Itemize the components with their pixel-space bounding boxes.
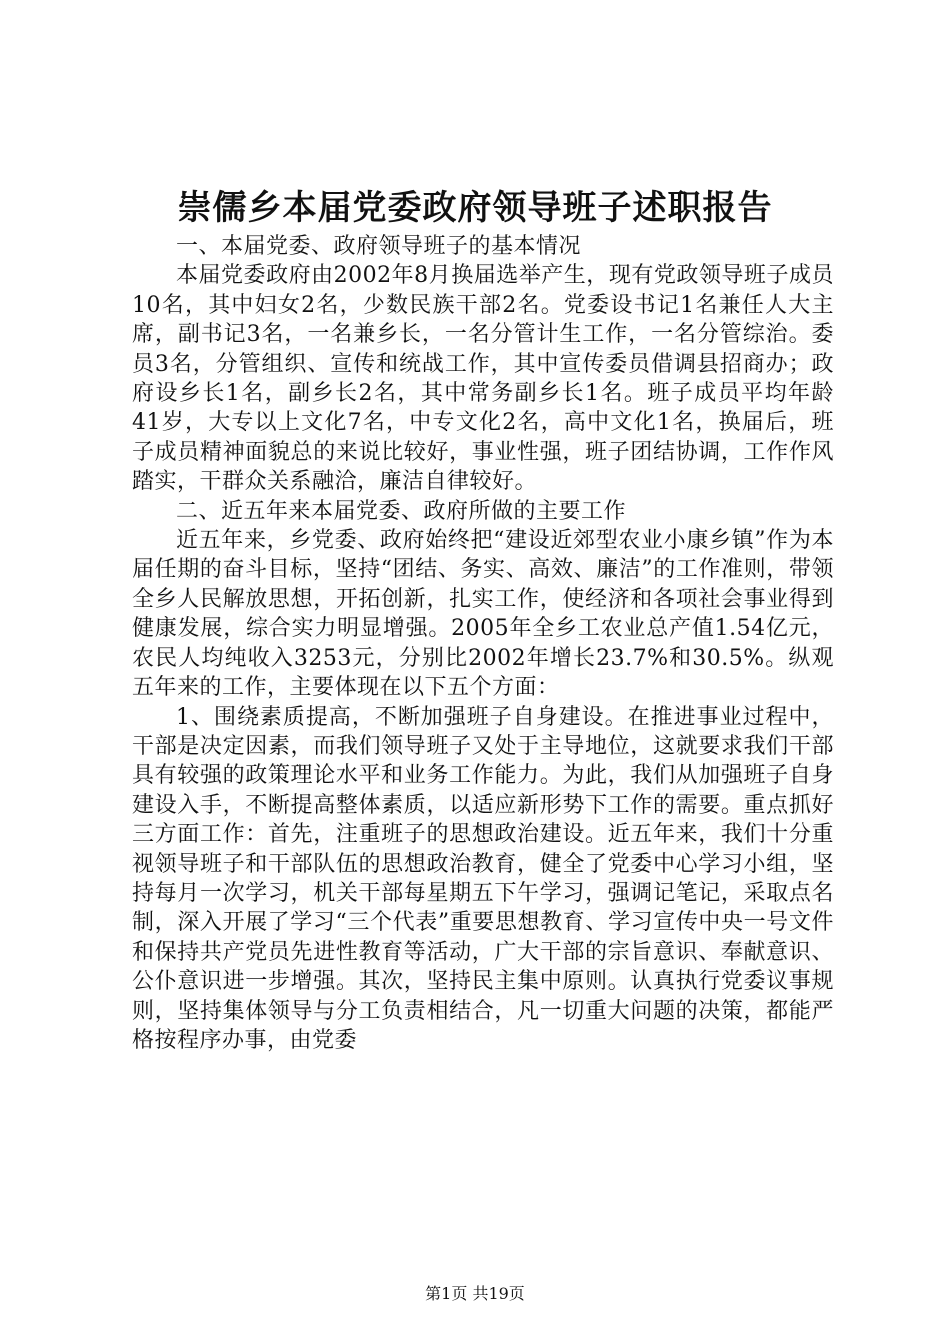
paragraph-basic-info: 本届党委政府由2002年8月换届选举产生，现有党政领导班子成员10名，其中妇女2名，少数民族干部2名。党委设书记1名兼任人大主席，副书记3名，一名兼乡长，一名分管计生工作，一名分管综治。委员3名，分管组织、宣传和统战工作，其中宣传委员借调县招商办；政府设乡长1名，副乡长2名，其中常务副乡长1名。班子成员平均年龄41岁，大专以上文化7名，中专文化2名，高中文化1名，换届后，班子成员精神面貌总的来说比较好，事业性强，班子团结协调，工作作风踏实，干群众关系融洽，廉洁自律较好。 (132, 263, 834, 495)
document-body (132, 232, 834, 1055)
document-title: 崇儒乡本届党委政府领导班子述职报告 (177, 188, 773, 228)
page-footer: 第1页 共19页 (425, 1284, 525, 1303)
section-heading-2: 二、近五年来本届党委、政府所做的主要工作 (176, 498, 627, 524)
paragraph-team-building: 1、围绕素质提高，不断加强班子自身建设。在推进事业过程中，干部是决定因素，而我们领导班子又处于主导地位，这就要求我们干部具有较强的政策理论水平和业务工作能力。为此，我们从加强班子自身建设入手，不断提高整体素质，以适应新形势下工作的需要。重点抓好三方面工作：首先，注重班子的思想政治建设。近五年来，我们十分重视领导班子和干部队伍的思想政治教育，健全了党委中心学习小组，坚持每月一次学习，机关干部每星期五下午学习，强调记笔记，采取点名制，深入开展了学习“三个代表”重要思想教育、学习宣传中央一号文件和保持共产党员先进性教育等活动，广大干部的宗旨意识、奉献意识、公仆意识进一步增强。其次，坚持民主集中原则。认真执行党委议事规则，坚持集体领导与分工负责相结合，凡一切重大问题的决策，都能严格按程序办事，由党委 (132, 704, 834, 1053)
section-heading-1: 一、本届党委、政府领导班子的基本情况 (176, 234, 582, 259)
paragraph-main-work: 近五年来，乡党委、政府始终把“建设近郊型农业小康乡镇”作为本届任期的奋斗目标，坚持“团结、务实、高效、廉洁”的工作准则，带领全乡人民解放思想，开拓创新，扎实工作，使经济和各项社会事业得到健康发展，综合实力明显增强。2005年全乡工农业总产值1.54亿元，农民人均纯收入3253元，分别比2002年增长23.7%和30.5%。纵观五年来的工作，主要体现在以下五个方面： (132, 528, 834, 701)
